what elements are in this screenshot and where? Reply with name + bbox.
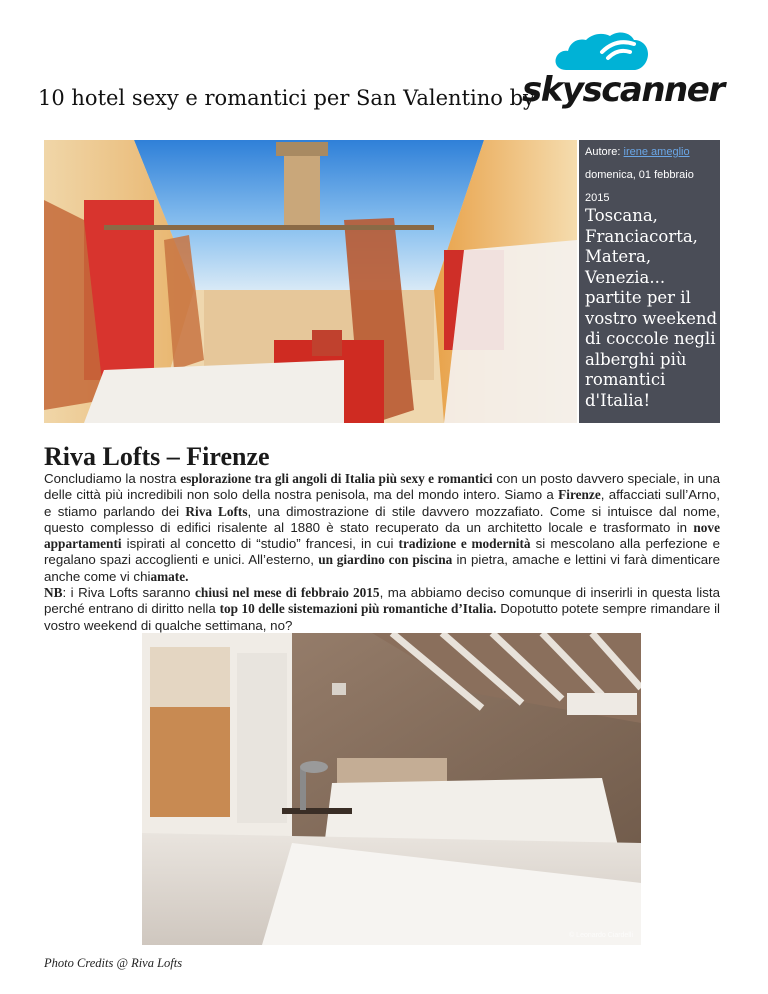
loft-bedroom-photo xyxy=(142,633,641,945)
skyscanner-logo[interactable] xyxy=(518,18,724,118)
sidebar-quote: Toscana, Franciacorta, Matera, Venezia... partite per il vostro weekend di coccole negli alberghi più romantici d'Italia! xyxy=(585,206,718,410)
body-bold: chiusi nel mese di febbraio 2015 xyxy=(195,585,380,601)
body-text: si mescolano alla perfezione e regalano spazi accoglienti e unici. All’esterno, xyxy=(44,536,721,568)
body-text: Concludiamo la nostra xyxy=(44,471,177,486)
hotel-bedroom-photo xyxy=(44,140,577,423)
body-text: con un posto davvero speciale, in una delle città più incredibili non solo della nostra penisola, ma del mondo intero. Siamo a xyxy=(44,471,721,503)
article-title: 10 hotel sexy e romantici per San Valentino by xyxy=(38,86,535,110)
body-bold: Riva Lofts xyxy=(185,503,248,519)
body-text: in pietra, amache e lettini vi farà dimenticare anche come vi chi xyxy=(44,552,721,584)
body-bold: top 10 delle sistemazioni più romantiche d’Italia. xyxy=(219,601,497,617)
author-link[interactable]: irene ameglio xyxy=(623,146,690,158)
body-text: , ma abbiamo deciso comunque di inserirli in questa lista perché entrano di diritto nella xyxy=(44,585,721,617)
body-text: : i Riva Lofts saranno xyxy=(62,585,191,601)
body-bold: nove appartamenti xyxy=(44,519,720,552)
author-line xyxy=(579,140,720,158)
body-text: Dopotutto potete sempre rimandare il vostro weekend di qualche settimana, no? xyxy=(44,601,721,633)
body-text: , una dimostrazione di stile davvero mozzafiato. Come si intuisce dal nome, questo complesso di edifici risalente al 1880 è stato recuperato da un architetto locale e trasformato in xyxy=(44,503,720,535)
date-line-1: domenica, 01 febbraio xyxy=(585,169,694,181)
article-body xyxy=(44,471,720,634)
body-bold: tradizione e modernità xyxy=(398,536,531,552)
body-bold: esplorazione tra gli angoli di Italia più sexy e romantici xyxy=(180,471,493,486)
body-bold: amate. xyxy=(150,568,189,584)
body-bold: un giardino con piscina xyxy=(318,552,453,568)
logo-wordmark: skyscanner xyxy=(522,70,724,110)
cloud-signal-icon xyxy=(518,18,708,78)
nb-label: NB xyxy=(44,585,63,601)
section-heading: Riva Lofts – Firenze xyxy=(44,442,270,471)
body-bold: Firenze xyxy=(558,487,601,503)
author-label: Autore: xyxy=(585,146,621,158)
body-text: ispirati al concetto di “studio” francesi, in cui xyxy=(126,536,394,552)
photo-watermark: © Leonardo Ciardelli xyxy=(569,932,633,939)
photo-credits: Photo Credits @ Riva Lofts xyxy=(44,956,183,970)
article-sidebar xyxy=(579,140,720,423)
date-line-2: 2015 xyxy=(585,192,610,204)
body-text: , affacciati sull’Arno, e stiamo parlando dei xyxy=(44,487,720,519)
